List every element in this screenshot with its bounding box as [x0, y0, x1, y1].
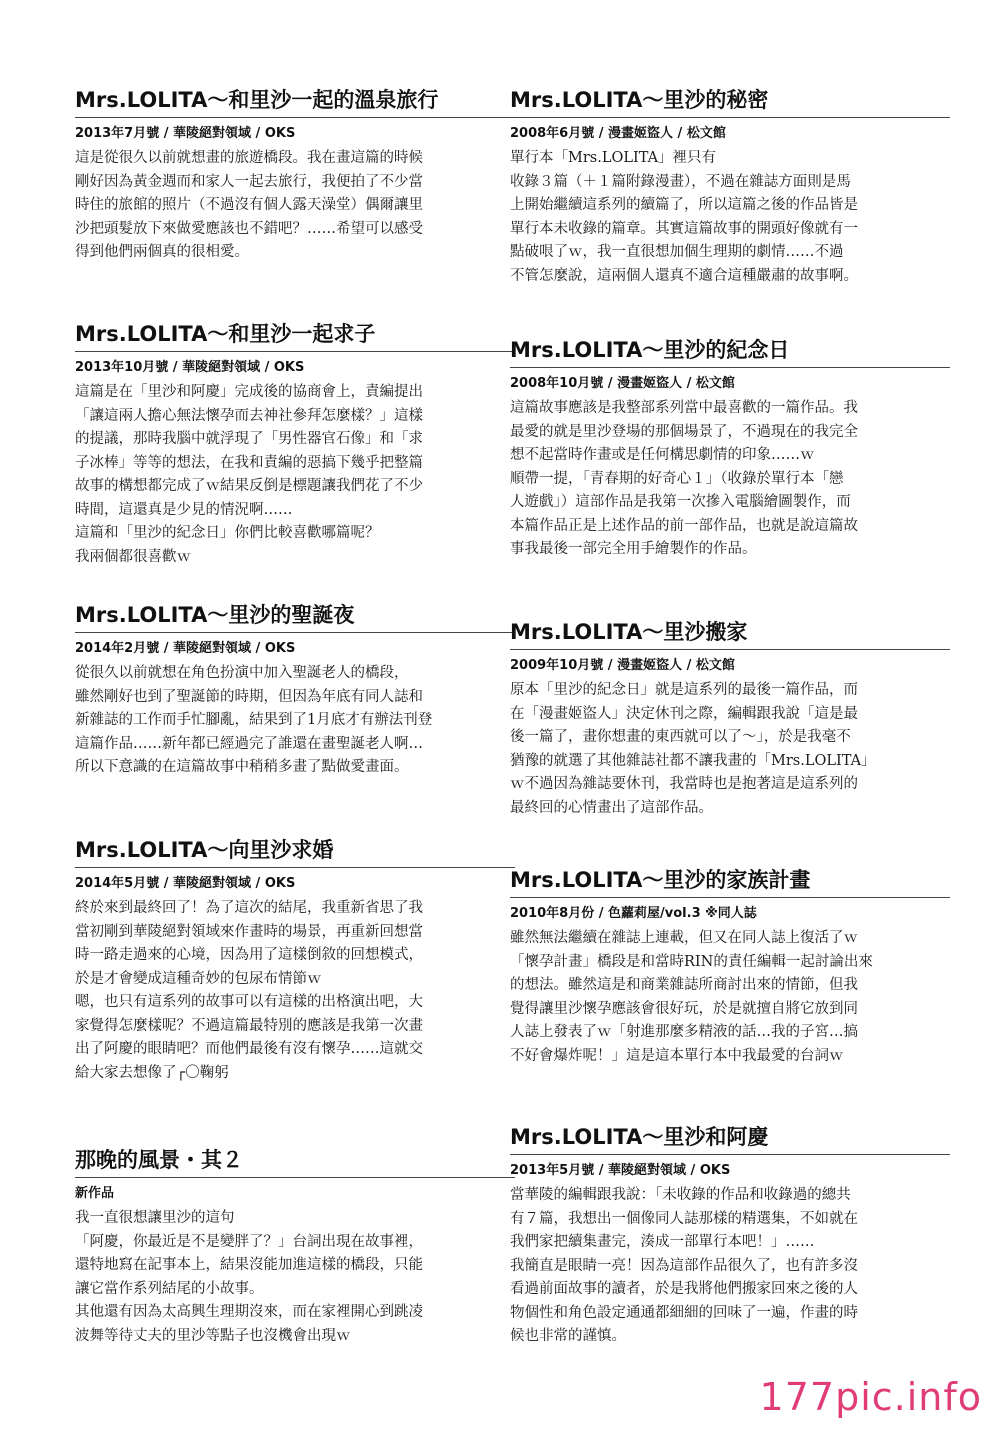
body-line: 有７篇，我想出一個像同人誌那樣的精選集，不如就在 — [510, 1210, 858, 1227]
section-title: Mrs.LOLITA～里沙的家族計畫 — [510, 868, 811, 892]
body-line: 的想法。雖然這是和商業雜誌所商討出來的情節，但我 — [510, 977, 858, 993]
body-line: 這篇作品……新年都已經過完了誰還在畫聖誕老人啊… — [75, 735, 423, 752]
section-title: Mrs.LOLITA～里沙和阿慶 — [510, 1125, 769, 1149]
body-line: 剛好因為黃金週而和家人一起去旅行，我便拍了不少當 — [75, 173, 423, 190]
body-line: 後一篇了，畫你想畫的東西就可以了～」，於是我毫不 — [510, 729, 851, 745]
publication-info: 2009年10月號 / 漫畫姬盜人 / 松文館 — [510, 658, 735, 673]
section-body — [510, 147, 950, 288]
body-line: 的提議，那時我腦中就浮現了「男性器官石像」和「求 — [75, 431, 423, 447]
body-line: 沙把頭髮放下來做愛應該也不錯吧？……希望可以感受 — [75, 220, 423, 237]
body-line: 終於來到最終回了！為了這次的結尾，我重新省思了我 — [75, 900, 423, 916]
body-line: 本篇作品正是上述作品的前一部作品，也就是說這篇故 — [510, 517, 858, 534]
section-body — [75, 897, 515, 1085]
section-night-scenery-2 — [75, 1146, 515, 1348]
title-divider — [75, 632, 515, 633]
body-line: 我一直很想讓里沙的這句 — [75, 1210, 235, 1226]
body-line: 候也非常的謹慎。 — [510, 1328, 626, 1344]
body-line: 家覺得怎麼樣呢？不過這篇最特別的應該是我第一次畫 — [75, 1017, 423, 1034]
body-line: 當初剛到華陵絕對領域來作畫時的場景，再重新回想當 — [75, 923, 423, 940]
body-line: 我簡直是眼睛一亮！因為這部作品很久了，也有許多沒 — [510, 1257, 858, 1274]
section-title: Mrs.LOLITA～里沙的秘密 — [510, 88, 769, 112]
section-body — [75, 1207, 515, 1348]
body-line: 這篇故事應該是我整部系列當中最喜歡的一篇作品。我 — [510, 400, 858, 416]
title-divider — [510, 367, 950, 368]
body-line: 雖然剛好也到了聖誕節的時期，但因為年底有同人誌和 — [75, 688, 423, 705]
section-risa-and-kei — [510, 1123, 950, 1349]
body-line: 單行本「Mrs.LOLITA」裡只有 — [510, 150, 717, 166]
body-line: 猶豫的就選了其他雜誌社都不讓我畫的「Mrs.LOLITA」 — [510, 752, 876, 769]
body-line: 我兩個都很喜歡ｗ — [75, 548, 191, 565]
section-secret — [510, 86, 950, 288]
body-line: 新雜誌的工作而手忙腳亂，結果到了1月底才有辦法刊登 — [75, 712, 433, 728]
body-line: 故事的構想都完成了ｗ結果反倒是標題讓我們花了不少 — [75, 478, 423, 494]
body-line: 當華陵的編輯跟我說：「未收錄的作品和收錄過的總共 — [510, 1187, 851, 1203]
body-line: 於是才會變成這種奇妙的包尿布情節ｗ — [75, 970, 322, 987]
body-line: 給大家去想像了┌〇鞠躬 — [75, 1064, 229, 1081]
body-line: 這篇是在「里沙和阿慶」完成後的協商會上，責編提出 — [75, 384, 423, 400]
body-line: 想不起當時作畫或是任何構思劇情的印象……ｗ — [510, 447, 815, 463]
body-line: 上開始繼續這系列的續篇了，所以這篇之後的作品皆是 — [510, 197, 858, 213]
body-line: 「懷孕計畫」橋段是和當時RIN的責任編輯一起討論出來 — [510, 953, 873, 970]
section-title: Mrs.LOLITA～里沙的紀念日 — [510, 338, 790, 362]
publication-info: 2014年2月號 / 華陵絕對領域 / OKS — [75, 641, 296, 656]
section-moving — [510, 618, 950, 820]
body-line: 最愛的就是里沙登場的那個場景了，不過現在的我完全 — [510, 423, 858, 440]
title-divider — [75, 1177, 515, 1178]
body-line: 看過前面故事的讀者，於是我將他們搬家回來之後的人 — [510, 1281, 858, 1297]
section-anniversary — [510, 336, 950, 562]
section-body — [75, 381, 515, 569]
body-line: 時住的旅館的照片（不過沒有個人露天澡堂）偶爾讓里 — [75, 197, 423, 213]
body-line: 波舞等待丈夫的里沙等點子也沒機會出現ｗ — [75, 1327, 351, 1344]
section-christmas-eve — [75, 601, 515, 780]
title-divider — [510, 117, 950, 118]
section-body — [75, 147, 515, 265]
watermark-text: 177pic.info — [759, 1375, 982, 1419]
body-line: 最終回的心情畫出了這部作品。 — [510, 799, 713, 816]
publication-info: 新作品 — [75, 1186, 115, 1201]
body-line: 從很久以前就想在角色扮演中加入聖誕老人的橋段， — [75, 665, 409, 681]
title-divider — [510, 897, 950, 898]
publication-info: 2010年8月份 / 色蘿莉屋/vol.3 ※同人誌 — [510, 906, 757, 921]
section-body — [510, 679, 950, 820]
section-conceive-child — [75, 320, 515, 569]
body-line: 得到他們兩個真的很相愛。 — [75, 244, 249, 260]
body-line: 原本「里沙的紀念日」就是這系列的最後一篇作品，而 — [510, 682, 858, 698]
body-line: 順帶一提，「青春期的好奇心１」（收錄於單行本「戀 — [510, 470, 844, 487]
publication-info: 2013年7月號 / 華陵絕對領域 / OKS — [75, 126, 296, 141]
publication-info: 2013年10月號 / 華陵絕對領域 / OKS — [75, 360, 305, 375]
body-line: 其他還有因為太高興生理期沒來，而在家裡開心到跳凌 — [75, 1304, 423, 1320]
body-line: 收錄３篇（＋１篇附錄漫畫），不過在雜誌方面則是馬 — [510, 173, 851, 190]
body-line: 這篇和「里沙的紀念日」你們比較喜歡哪篇呢？ — [75, 525, 380, 541]
section-title: Mrs.LOLITA～里沙搬家 — [510, 620, 748, 644]
section-body — [510, 397, 950, 562]
body-line: 人遊戲」）這部作品是我第一次摻入電腦繪圖製作，而 — [510, 494, 851, 510]
body-line: 「讓這兩人擔心無法懷孕而去神社參拜怎麼樣？」這樣 — [75, 407, 423, 424]
body-line: 覺得讓里沙懷孕應該會很好玩，於是就擅自將它放到同 — [510, 1000, 858, 1017]
body-line: 我們家把續集畫完，湊成一部單行本吧！」…… — [510, 1234, 815, 1250]
title-divider — [510, 1154, 950, 1155]
title-divider — [510, 649, 950, 650]
body-line: 這是從很久以前就想畫的旅遊橋段。我在畫這篇的時候 — [75, 150, 423, 166]
section-onsen-trip — [75, 86, 515, 265]
body-line: 物個性和角色設定通通都細細的回味了一遍，作畫的時 — [510, 1304, 858, 1321]
body-line: 讓它當作系列結尾的小故事。 — [75, 1280, 264, 1297]
body-line: 雖然無法繼續在雜誌上連載，但又在同人誌上復活了ｗ — [510, 930, 858, 946]
body-line: 嗯，也只有這系列的故事可以有這樣的出格演出吧，大 — [75, 994, 423, 1010]
body-line: 還特地寫在記事本上，結果沒能加進這樣的橋段，只能 — [75, 1257, 423, 1273]
section-body — [510, 927, 950, 1068]
body-line: 不管怎麼說，這兩個人還真不適合這種嚴肅的故事啊。 — [510, 267, 858, 284]
body-line: 人誌上發表了ｗ「射進那麼多精液的話…我的子宮…搞 — [510, 1024, 858, 1040]
body-line: 點破哏了ｗ，我一直很想加個生理期的劇情……不過 — [510, 244, 844, 260]
body-line: 在「漫畫姬盜人」決定休刊之際，編輯跟我說「這是最 — [510, 705, 858, 722]
body-line: 時一路走過來的心境，因為用了這樣倒敘的回想模式， — [75, 947, 423, 963]
body-line: 單行本未收錄的篇章。其實這篇故事的開頭好像就有一 — [510, 220, 858, 237]
body-line: 所以下意識的在這篇故事中稍稍多畫了點做愛畫面。 — [75, 759, 409, 775]
body-line: 不好會爆炸呢！」這是這本單行本中我最愛的台詞ｗ — [510, 1047, 844, 1064]
section-title: Mrs.LOLITA～向里沙求婚 — [75, 838, 334, 862]
body-line: 「阿慶，你最近是不是變胖了？」台詞出現在故事裡， — [75, 1233, 423, 1250]
body-line: 事我最後一部完全用手繪製作的作品。 — [510, 541, 757, 557]
section-title: Mrs.LOLITA～和里沙一起求子 — [75, 322, 376, 346]
section-proposal — [75, 836, 515, 1085]
publication-info: 2013年5月號 / 華陵絕對領域 / OKS — [510, 1163, 731, 1178]
body-line: ｗ不過因為雜誌要休刊，我當時也是抱著這是這系列的 — [510, 776, 858, 792]
section-body — [510, 1184, 950, 1349]
section-title: Mrs.LOLITA～里沙的聖誕夜 — [75, 603, 355, 627]
publication-info: 2014年5月號 / 華陵絕對領域 / OKS — [75, 876, 296, 891]
section-title: 那晚的風景・其２ — [75, 1148, 243, 1172]
title-divider — [75, 117, 515, 118]
body-line: 時間，這還真是少見的情況啊…… — [75, 501, 293, 518]
body-line: 子冰棒」等等的想法，在我和責編的惡搞下幾乎把整篇 — [75, 454, 423, 471]
title-divider — [75, 351, 515, 352]
section-family-plan — [510, 866, 950, 1068]
section-title: Mrs.LOLITA～和里沙一起的溫泉旅行 — [75, 88, 439, 112]
section-body — [75, 662, 515, 780]
title-divider — [75, 867, 515, 868]
publication-info: 2008年6月號 / 漫畫姬盜人 / 松文館 — [510, 126, 726, 141]
body-line: 出了阿慶的眼睛吧？而他們最後有沒有懷孕……這就交 — [75, 1041, 423, 1057]
publication-info: 2008年10月號 / 漫畫姬盜人 / 松文館 — [510, 376, 735, 391]
